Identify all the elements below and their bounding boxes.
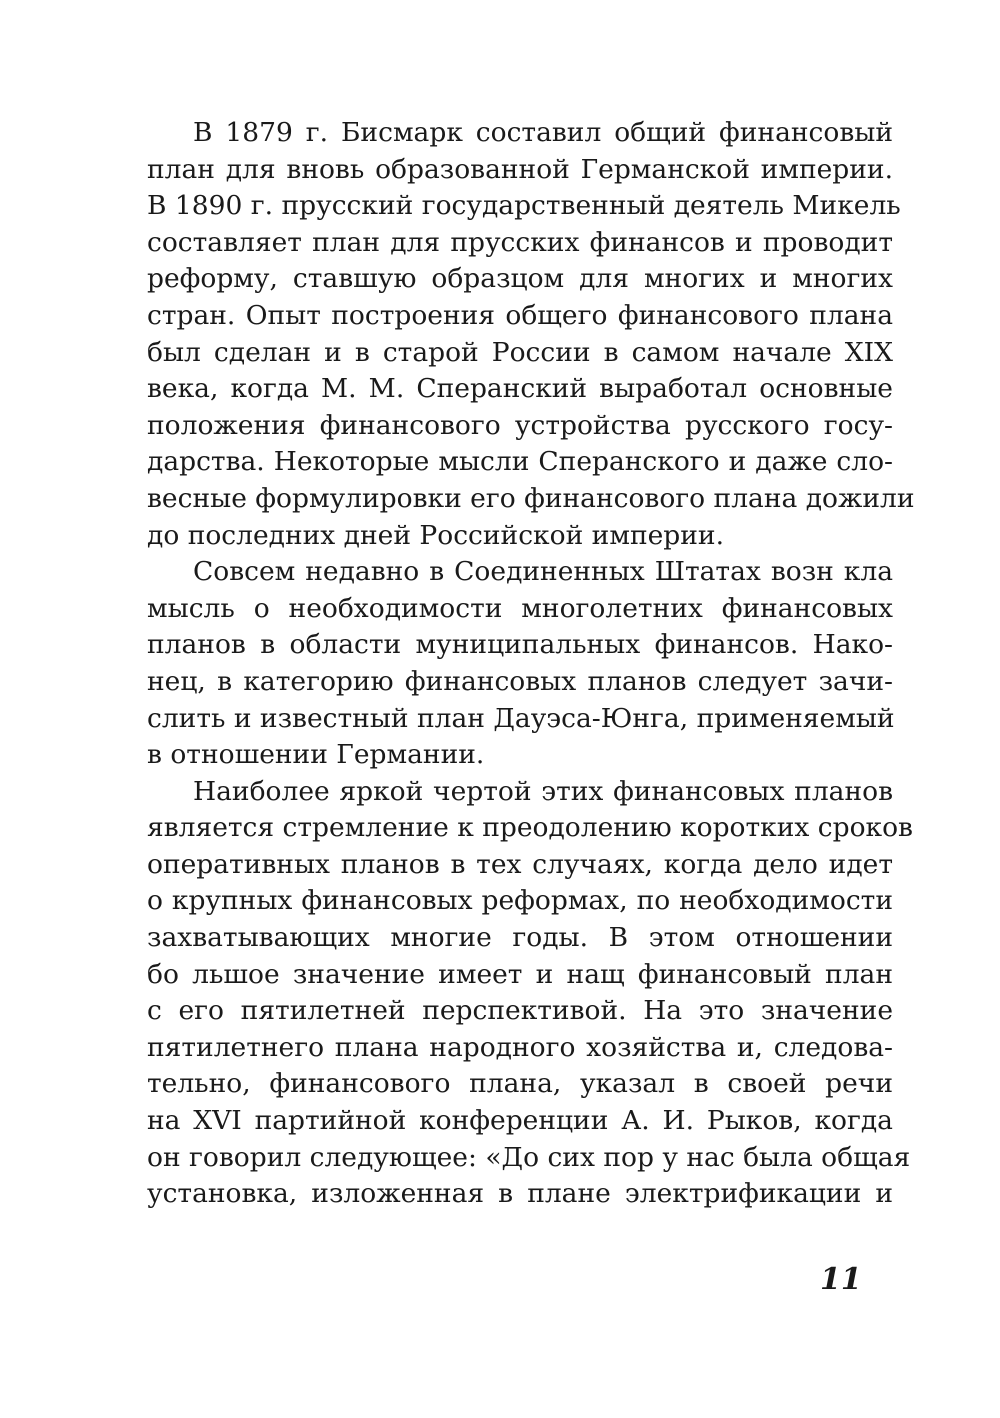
- text-line: захватывающих многие годы. В этом отношении: [147, 922, 893, 954]
- text-line: реформу, ставшую образцом для многих и многих: [147, 263, 893, 295]
- text-line: положения финансового устройства русского госу-: [147, 409, 893, 441]
- text-line: план для вновь образованной Германской империи.: [147, 153, 893, 185]
- text-line: составляет план для прусских финансов и проводит: [147, 226, 893, 258]
- text-line: мысль о необходимости многолетних финансовых: [147, 592, 893, 624]
- text-line: дарства. Некоторые мысли Сперанского и даже сло-: [147, 446, 893, 478]
- text-line: В 1890 г. прусский государственный деятель Микель: [147, 190, 901, 222]
- text-line: Совсем недавно в Соединенных Штатах возн кла: [193, 556, 893, 588]
- text-line: стран. Опыт построения общего финансового плана: [147, 299, 893, 331]
- text-line: является стремление к преодолению коротких сроков: [147, 812, 913, 844]
- text-line: с его пятилетней перспективой. На это значение: [147, 995, 893, 1027]
- text-line: пятилетнего плана народного хозяйства и, следова-: [147, 1031, 893, 1063]
- text-line: был сделан и в старой России в самом начале XIX: [147, 336, 893, 368]
- text-line: он говорил следующее: «До сих пор у нас была общая: [147, 1141, 911, 1173]
- body-text: [147, 115, 915, 1213]
- text-line: установка, изложенная в плане электрификации и: [147, 1178, 893, 1210]
- text-line: в отношении Германии.: [147, 739, 485, 771]
- text-line: планов в области муниципальных финансов. Нако-: [147, 629, 893, 661]
- text-line: бо льшое значение имеет и нащ финансовый план: [147, 958, 893, 990]
- text-line: В 1879 г. Бисмарк составил общий финансовый: [193, 117, 893, 148]
- text-line: до последних дней Российской империи.: [147, 519, 724, 551]
- text-line: тельно, финансового плана, указал в своей речи: [147, 1068, 893, 1100]
- text-line: Наиболее яркой чертой этих финансовых планов: [193, 775, 893, 807]
- paragraph-1: [147, 115, 915, 554]
- paragraph-3: [147, 774, 913, 1213]
- paragraph-2: [147, 554, 893, 774]
- text-line: слить и известный план Дауэса-Юнга, применяемый: [147, 702, 895, 734]
- text-line: оперативных планов в тех случаях, когда дело идет: [147, 848, 893, 880]
- text-line: весные формулировки его финансового плана дожили: [147, 482, 915, 514]
- text-line: века, когда М. М. Сперанский выработал основные: [147, 373, 893, 405]
- text-line: нец, в категорию финансовых планов следует зачи-: [147, 665, 893, 697]
- text-line: о крупных финансовых реформах, по необходимости: [147, 885, 893, 917]
- page-number: 11: [820, 1262, 862, 1297]
- text-line: на XVI партийной конференции А. И. Рыков, когда: [147, 1105, 893, 1137]
